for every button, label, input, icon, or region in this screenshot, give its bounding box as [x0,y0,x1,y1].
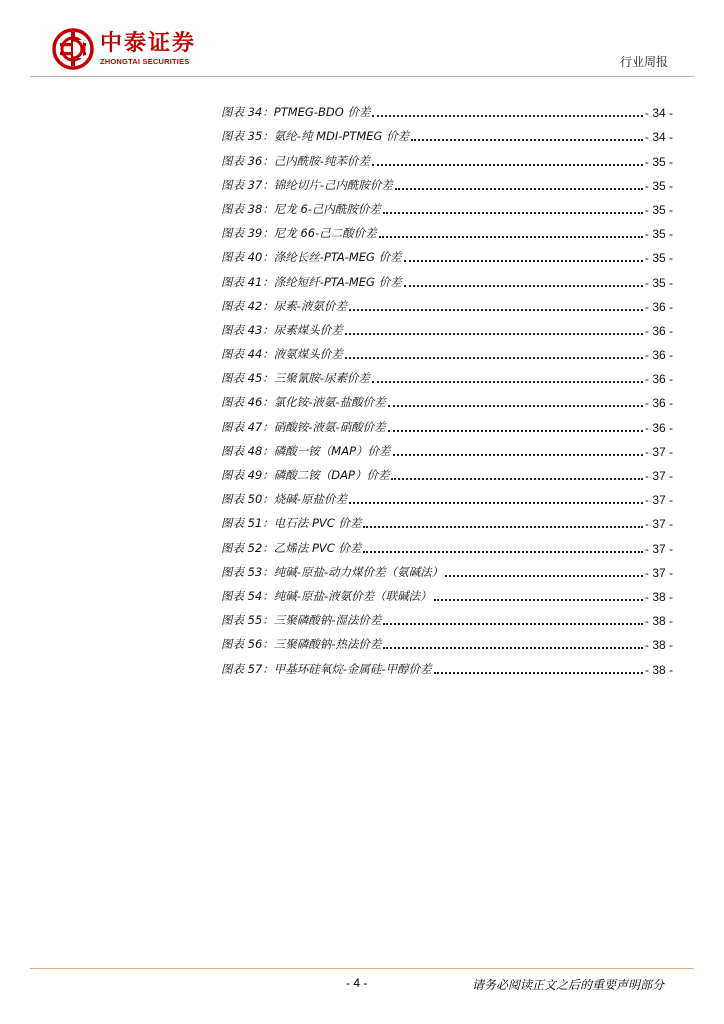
toc-entry-page[interactable]: - 35 - [644,275,673,290]
toc-dot-leader [434,672,643,674]
footer-divider [30,968,694,969]
toc-entry-page[interactable]: - 38 - [644,638,673,653]
toc-entry[interactable] [221,290,673,314]
toc-entry-label[interactable]: 图表 55：三聚磷酸钠-湿法价差 [221,613,382,628]
toc-entry-page[interactable]: - 34 - [644,106,673,121]
toc-entry[interactable] [221,556,673,580]
toc-entry-label[interactable]: 图表 54：纯碱-原盐-液氨价差（联碱法） [221,588,432,603]
toc-dot-leader [388,405,643,407]
report-type: 行业周报 [619,55,668,69]
toc-dot-leader [383,647,643,649]
toc-entry[interactable] [221,314,673,338]
toc-dot-leader [379,236,643,238]
toc-entry-label[interactable]: 图表 45：三聚氰胺-尿素价差 [221,371,370,386]
toc-entry[interactable] [221,507,673,531]
toc-dot-leader [372,164,643,166]
toc-entry[interactable] [221,120,673,144]
toc-entry-page[interactable]: - 35 - [644,227,673,242]
toc-dot-leader [393,454,643,456]
toc-entry-page[interactable]: - 36 - [644,420,673,435]
toc-entry-page[interactable]: - 38 - [644,662,673,677]
footer-disclaimer: 请务必阅读正文之后的重要声明部分 [471,978,664,992]
toc-entry-page[interactable]: - 38 - [644,614,673,629]
toc-entry-page[interactable]: - 37 - [644,565,673,580]
toc-dot-leader [434,599,643,601]
toc-entry-label[interactable]: 图表 37：锦纶切片-己内酰胺价差 [221,177,393,192]
toc-dot-leader [404,260,643,262]
toc-entry-page[interactable]: - 36 - [644,299,673,314]
toc-entry-label[interactable]: 图表 43：尿素煤头价差 [221,322,343,337]
toc-entry[interactable] [221,338,673,362]
toc-dot-leader [363,551,643,553]
toc-entry-page[interactable]: - 38 - [644,589,673,604]
toc-entry-label[interactable]: 图表 47：硝酸铵-液氨-硝酸价差 [221,419,386,434]
toc-dot-leader [391,478,643,480]
toc-entry[interactable] [221,459,673,483]
toc-entry-page[interactable]: - 37 - [644,469,673,483]
toc-entry[interactable] [221,386,673,410]
toc-entry-page[interactable]: - 37 - [644,517,673,532]
toc-dot-leader [388,430,643,432]
toc-entry[interactable] [221,169,673,193]
toc-entry-label[interactable]: 图表 44：液氨煤头价差 [221,347,343,362]
company-logo [52,28,196,70]
toc-dot-leader [349,502,643,504]
toc-dot-leader [383,623,643,625]
toc-entry-page[interactable]: - 36 - [644,372,673,387]
toc-entry-label[interactable]: 图表 56：三聚磷酸钠-热法价差 [221,637,382,652]
toc-entry[interactable] [221,604,673,628]
header-divider [30,76,694,77]
logo-text [100,31,196,67]
toc-entry[interactable] [221,435,673,459]
toc-dot-leader [383,212,643,214]
toc-entry-label[interactable]: 图表 57：甲基环硅氧烷-金属硅-甲醇价差 [221,661,432,676]
toc-dot-leader [363,526,643,528]
toc-entry[interactable] [221,531,673,555]
toc-entry[interactable] [221,410,673,434]
toc-entry-page[interactable]: - 36 - [644,348,673,363]
logo-english-name: ZHONGTAI SECURITIES [100,57,190,66]
page-number: - 4 - [346,976,368,990]
toc-entry-page[interactable]: - 36 - [644,396,673,411]
toc-dot-leader [345,333,643,335]
toc-entry[interactable] [221,96,673,120]
toc-entry-label[interactable]: 图表 38：尼龙 6-己内酰胺价差 [221,201,381,216]
logo-chinese-name: 中泰证券 [100,31,197,56]
toc-entry-page[interactable]: - 36 - [644,323,673,338]
toc-entry-label[interactable]: 图表 35：氨纶-纯 MDI-PTMEG 价差 [221,129,410,144]
toc-entry-label[interactable]: 图表 53：纯碱-原盐-动力煤价差（氨碱法） [221,564,444,579]
toc-entry-page[interactable]: - 35 - [644,251,673,266]
toc-dot-leader [349,309,643,311]
toc-entry[interactable] [221,628,673,652]
toc-dot-leader [395,188,643,190]
toc-entry-label[interactable]: 图表 41：涤纶短纤-PTA-MEG 价差 [221,274,402,289]
toc-entry-page[interactable]: - 35 - [644,202,673,217]
toc-entry[interactable] [221,241,673,265]
toc-dot-leader [372,381,643,383]
toc-entry[interactable] [221,652,673,676]
toc-entry-label[interactable]: 图表 52：乙烯法 PVC 价差 [221,540,362,555]
toc-entry-page[interactable]: - 37 - [644,444,673,459]
toc-entry-label[interactable]: 图表 49：磷酸二铵（DAP）价差 [221,468,390,482]
zhongtai-logo-icon [52,28,94,70]
toc-entry[interactable] [221,193,673,217]
toc-entry-page[interactable]: - 34 - [644,130,673,145]
toc-entry-label[interactable]: 图表 51：电石法 PVC 价差 [221,516,362,531]
toc-dot-leader [345,357,643,359]
toc-entry[interactable] [221,362,673,386]
toc-entry-label[interactable]: 图表 34：PTMEG-BDO 价差 [221,105,371,120]
toc-entry-label[interactable]: 图表 50：烧碱-原盐价差 [221,492,347,507]
figure-table-of-contents [221,96,673,677]
toc-entry-label[interactable]: 图表 36：己内酰胺-纯苯价差 [221,153,370,168]
toc-entry-label[interactable]: 图表 46：氯化铵-液氨-盐酸价差 [221,395,386,410]
toc-entry-page[interactable]: - 37 - [644,493,673,508]
toc-entry[interactable] [221,217,673,241]
toc-dot-leader [404,285,643,287]
toc-entry[interactable] [221,144,673,168]
toc-entry-page[interactable]: - 35 - [644,178,673,193]
toc-entry-label[interactable]: 图表 42：尿素-液氨价差 [221,298,347,313]
toc-dot-leader [411,139,643,141]
toc-entry-label[interactable]: 图表 39：尼龙 66-己二酸价差 [221,226,377,241]
toc-entry-label[interactable]: 图表 48：磷酸一铵（MAP）价差 [221,443,391,458]
toc-entry-label[interactable]: 图表 40：涤纶长丝-PTA-MEG 价差 [221,250,402,265]
page-header [0,0,724,80]
toc-dot-leader [445,575,643,577]
toc-dot-leader [372,115,643,117]
toc-entry-page[interactable]: - 35 - [644,154,673,169]
toc-entry[interactable] [221,580,673,604]
toc-entry-page[interactable]: - 37 - [644,541,673,556]
toc-entry[interactable] [221,265,673,289]
toc-entry[interactable] [221,483,673,507]
